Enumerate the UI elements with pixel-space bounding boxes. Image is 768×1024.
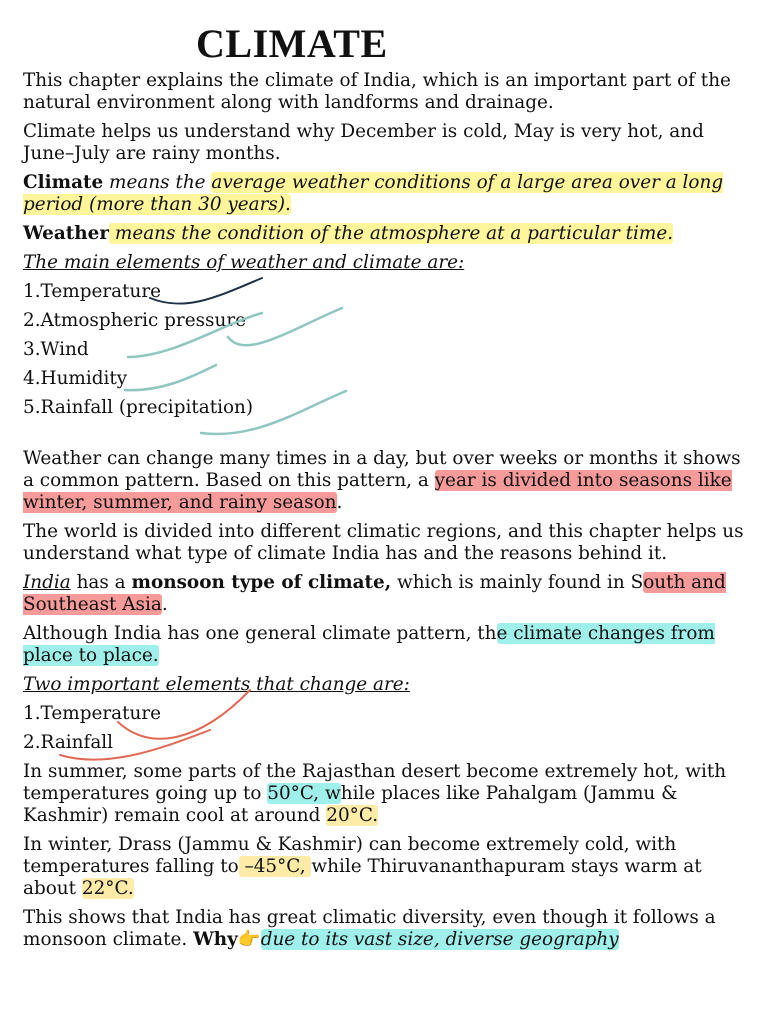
monsoon-end: . <box>161 594 168 615</box>
seasons-highlight: year is divided into seasons like winter, summer, and rainy season <box>23 470 732 513</box>
winter-22c-highlight: 22°C. <box>81 878 134 899</box>
weather-pattern-paragraph <box>23 448 745 514</box>
list-item-wind: 3.Wind <box>23 339 89 360</box>
monsoon-has-a: has a <box>70 572 132 593</box>
winter-minus45c-highlight: –45°C, <box>238 856 312 877</box>
list-item-humidity: 4.Humidity <box>23 368 128 389</box>
general-pattern-text: Although India has one general climate pattern, th <box>23 623 497 644</box>
intro-paragraph: This chapter explains the climate of India, which is an important part of the natural environment along with landforms and drainage. <box>23 70 731 113</box>
climate-months-paragraph: Climate helps us understand why December is cold, May is very hot, and June–July are rainy months. <box>23 121 704 164</box>
page-title: CLIMATE <box>196 21 388 66</box>
summer-50c-highlight: 50°C, w <box>267 783 341 804</box>
monsoon-middle: which is mainly found in S <box>391 572 644 593</box>
winter-middle: while Thiruvananthapuram stays warm at about <box>23 856 702 899</box>
general-pattern-paragraph <box>23 623 745 667</box>
list-item-pressure: 2.Atmospheric pressure <box>23 310 247 331</box>
asia-highlight: outh and Southeast Asia <box>23 572 726 615</box>
climate-definition-highlight: average weather conditions of a large area over a long period (more than 30 years). <box>23 172 724 215</box>
summer-paragraph <box>23 761 745 827</box>
climate-changes-highlight: e climate changes from place to place. <box>23 623 715 666</box>
climate-term: Climate <box>23 172 104 193</box>
weather-definition-highlight: means the condition of the atmosphere at a particular time. <box>109 223 674 244</box>
change-heading: Two important elements that change are: <box>23 674 410 695</box>
winter-paragraph <box>23 834 745 900</box>
reason-highlight: due to its vast size, diverse geography <box>260 929 619 950</box>
list-item-temperature: 1.Temperature <box>23 281 162 302</box>
spacer <box>23 426 745 448</box>
summer-middle: hile places like Pahalgam (Jammu & Kashmir) remain cool at around <box>23 783 678 826</box>
pointing-hand-icon: 👉 <box>237 929 261 950</box>
winter-text: In winter, Drass (Jammu & Kashmir) can become extremely cold, with temperatures falling to <box>23 834 677 877</box>
elements-heading: The main elements of weather and climate are: <box>23 252 465 273</box>
climate-means-text: means the <box>103 172 212 193</box>
monsoon-paragraph <box>23 572 745 616</box>
change-item-rainfall: 2.Rainfall <box>23 732 114 753</box>
diversity-text: This shows that India has great climatic diversity, even though it follows a monsoon climate. <box>23 907 716 950</box>
climatic-regions-paragraph: The world is divided into different climatic regions, and this chapter helps us understand what type of climate India has and the reasons behind it. <box>23 521 744 564</box>
climate-definition <box>23 172 745 216</box>
document-body <box>23 70 745 958</box>
diversity-paragraph <box>23 907 745 951</box>
weather-pattern-text: Weather can change many times in a day, but over weeks or months it shows a common pattern. Based on this pattern, a <box>23 448 741 491</box>
india-term: India <box>23 572 71 593</box>
weather-definition <box>23 223 745 245</box>
why-term: Why <box>193 929 238 950</box>
list-item-rainfall: 5.Rainfall (precipitation) <box>23 397 254 418</box>
weather-term: Weather <box>23 223 110 244</box>
weather-pattern-end: . <box>336 492 343 513</box>
monsoon-bold: monsoon type of climate, <box>131 572 392 593</box>
change-item-temperature: 1.Temperature <box>23 703 162 724</box>
summer-text: In summer, some parts of the Rajasthan desert become extremely hot, with temperatures going up to <box>23 761 727 804</box>
summer-20c-highlight: 20°C. <box>326 805 379 826</box>
